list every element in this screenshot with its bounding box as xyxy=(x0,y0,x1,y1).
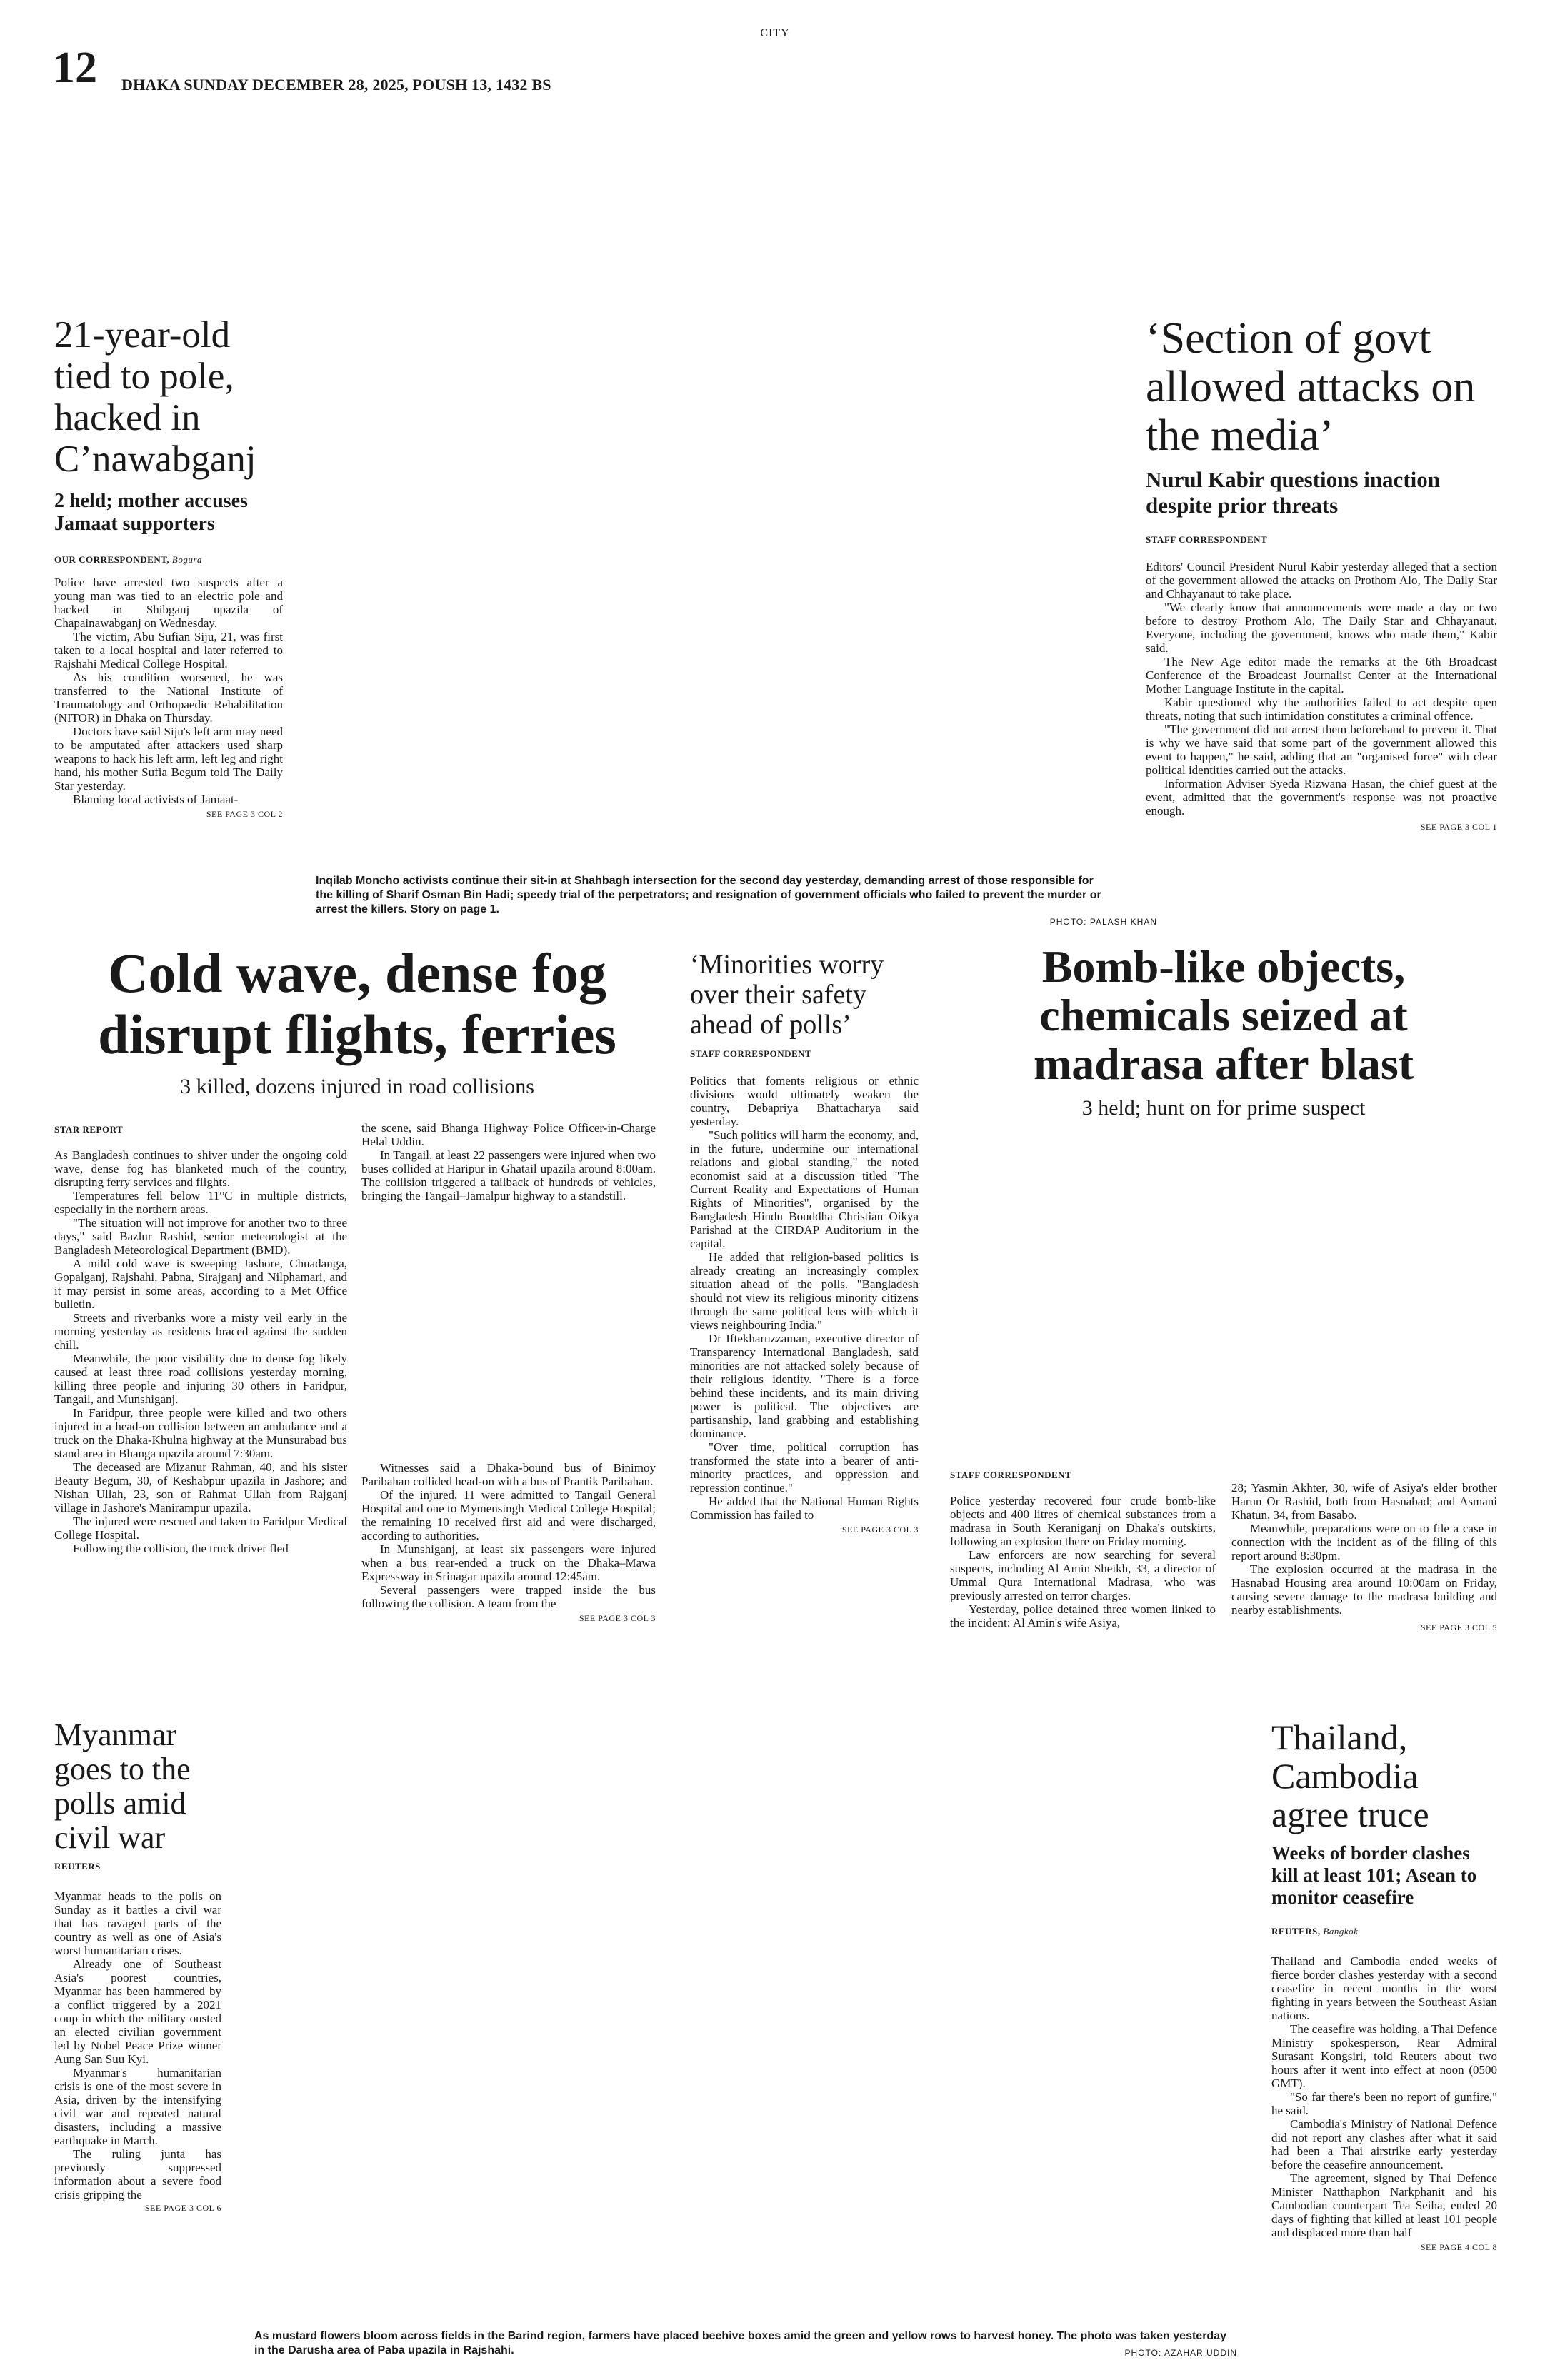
jump-link[interactable]: SEE PAGE 3 COL 5 xyxy=(1420,1622,1497,1632)
article-body-col2-bottom xyxy=(361,1461,656,1625)
story-myanmar xyxy=(54,1718,221,2214)
paragraph: Editors' Council President Nurul Kabir yesterday alleged that a section of the government allowed the attacks on Prothom Alo, The Daily Star and Chhayanaut to take place. xyxy=(1146,560,1497,601)
jump-link[interactable]: SEE PAGE 3 COL 3 xyxy=(579,1613,656,1623)
paragraph: Meanwhile, the poor visibility due to dense fog likely caused at least three road collisions yesterday morning, killing three people and injuring 30 others in Faridpur, Tangail, and Munshiganj. xyxy=(54,1352,347,1406)
paragraph: In Munshiganj, at least six passengers were injured when a bus rear-ended a truck on the Dhaka–Mawa Expressway in Srinagar upazila around 12:45am. xyxy=(361,1542,656,1583)
story-bomb xyxy=(950,943,1497,1121)
article-body xyxy=(1146,560,1497,818)
article-body-col2-top xyxy=(361,1121,656,1202)
article-body-col1 xyxy=(950,1494,1216,1630)
subhead: 3 held; hunt on for prime suspect xyxy=(1081,1096,1366,1120)
paragraph: The agreement, signed by Thai Defence Minister Natthaphon Narkphanit and his Cambodian counterpart Tea Seiha, ended 20 days of fighting that killed at least 101 people and displaced more than half xyxy=(1271,2171,1497,2239)
dateline: DHAKA SUNDAY DECEMBER 28, 2025, POUSH 13, 1432 BS xyxy=(121,76,551,94)
section-label: CITY xyxy=(760,27,790,39)
paragraph: Myanmar's humanitarian crisis is one of the most severe in Asia, driven by the intensifying civil war and repeated natural disasters, including a massive earthquake in March. xyxy=(54,2066,221,2147)
byline xyxy=(1271,1926,1497,1937)
paragraph: Witnesses said a Dhaka-bound bus of Binimoy Paribahan collided head-on with a bus of Prantik Paribahan. xyxy=(361,1461,656,1488)
article-body-col2 xyxy=(1231,1481,1497,1635)
article-body xyxy=(54,1889,221,2201)
paragraph: "The situation will not improve for another two to three days," said Bazlur Rashid, senior meteorologist at the Bangladesh Meteorological Department (BMD). xyxy=(54,1216,347,1257)
story-fog xyxy=(54,943,660,1100)
paragraph: The injured were rescued and taken to Faridpur Medical College Hospital. xyxy=(54,1515,347,1542)
bomb-photo xyxy=(950,1150,1497,1457)
paragraph: In Tangail, at least 22 passengers were injured when two buses collided at Haripur in Ghatail upazila around 8:00am. The collision triggered a tailback of hundreds of vehicles, bringing the Tangail–Jamalpur highway to a standstill. xyxy=(361,1148,656,1202)
article-body-col1 xyxy=(54,1148,347,1555)
headline[interactable]: ‘Section of govt allowed attacks on the media’ xyxy=(1146,314,1476,460)
paragraph: the scene, said Bhanga Highway Police Officer-in-Charge Helal Uddin. xyxy=(361,1121,656,1148)
bottom-photo xyxy=(250,1714,1240,2328)
paragraph: Kabir questioned why the authorities failed to act despite open threats, noting that such intimidation constitutes a criminal offence. xyxy=(1146,696,1497,723)
fog-photo xyxy=(361,1225,656,1454)
paragraph: The ceasefire was holding, a Thai Defence Ministry spokesperson, Rear Admiral Surasant Kongsiri, told Reuters about two hours after it went into effect at noon (0500 GMT). xyxy=(1271,2022,1497,2090)
paragraph: "We clearly know that announcements were made a day or two before to destroy Prothom Alo, The Daily Star and Chhayanaut. Everyone, including the government, knows who made them," Kabir said. xyxy=(1146,601,1497,655)
paragraph: Politics that foments religious or ethnic divisions would ultimately weaken the country, Debapriya Bhattacharya said yesterday. xyxy=(690,1074,919,1128)
paragraph: A mild cold wave is sweeping Jashore, Chuadanga, Gopalganj, Rajshahi, Pabna, Sirajganj and Nilphamari, and it may persist in some areas, according to a Met Office bulletin. xyxy=(54,1257,347,1311)
subhead: 3 killed, dozens injured in road collisions xyxy=(180,1075,534,1098)
subhead: Weeks of border clashes kill at least 101; Asean to monitor ceasefire xyxy=(1271,1842,1477,1908)
paragraph: Myanmar heads to the polls on Sunday as it battles a civil war that has ravaged parts of the country as well as one of Asia's worst humanitarian crises. xyxy=(54,1889,221,1957)
byline-name: OUR CORRESPONDENT, xyxy=(54,554,170,565)
headline[interactable]: Thailand, Cambodia agree truce xyxy=(1271,1717,1429,1834)
byline: STAFF CORRESPONDENT xyxy=(1146,534,1268,545)
paragraph: Law enforcers are now searching for several suspects, including Al Amin Sheikh, 33, a director of Ummal Qura International Madrasa, who was previously arrested on terror charges. xyxy=(950,1548,1216,1602)
paragraph: Following the collision, the truck driver fled xyxy=(73,1542,289,1555)
paragraph: "Such politics will harm the economy, and, in the future, undermine our international relations and global standing," the noted economist said at a discussion titled "The Current Reality and Expectations of Human Rights of Minorities", organised by the Bangladesh Hindu Bouddha Christian Oikya Parishad at the CIRDAP Auditorium in the capital. xyxy=(690,1128,919,1250)
byline: STAR REPORT xyxy=(54,1124,124,1135)
paragraph: Already one of Southeast Asia's poorest countries, Myanmar has been hammered by a conflict triggered by a 2021 coup in which the military ousted an elected civilian government led by Nobel Peace Prize winner Aung San Suu Kyi. xyxy=(54,1957,221,2066)
paragraph: Cambodia's Ministry of National Defence did not report any clashes after what it said had been a Thai airstrike early yesterday before the ceasefire announcement. xyxy=(1271,2117,1497,2171)
headline[interactable]: ‘Minorities worry over their safety ahead of polls’ xyxy=(690,950,884,1040)
headline[interactable]: Cold wave, dense fog disrupt flights, ferries xyxy=(98,942,616,1065)
paragraph: As Bangladesh continues to shiver under the ongoing cold wave, dense fog has blanketed much of the country, disrupting ferry services and flights. xyxy=(54,1148,347,1189)
paragraph: The explosion occurred at the madrasa in the Hasnabad Housing area around 10:00am on Friday, causing severe damage to the madrasa building and nearby establishments. xyxy=(1231,1562,1497,1617)
story-pole xyxy=(54,314,283,820)
page-number: 12 xyxy=(53,44,97,92)
paragraph: Several passengers were trapped inside the bus following the collision. A team from the xyxy=(361,1583,656,1610)
photo-credit: PHOTO: PALASH KHAN xyxy=(1049,917,1157,927)
paragraph: The deceased are Mizanur Rahman, 40, and his sister Beauty Begum, 30, of Keshabpur upazila in Jashore; and Nishan Ullah, 23, son of Rahmat Ullah from Rajganj village in Jashore's Manirampur upazila. xyxy=(54,1460,347,1515)
jump-link[interactable]: SEE PAGE 4 COL 8 xyxy=(1420,2242,1497,2252)
paragraph: Dr Iftekharuzzaman, executive director of Transparency International Bangladesh, said minorities are not attacked solely because of their religious identity. "There is a force behind these incidents, and its main driving power is political. The objectives are partisanship, land grabbing and establishing dominance. xyxy=(690,1332,919,1440)
paragraph: Information Adviser Syeda Rizwana Hasan, the chief guest at the event, admitted that the government's response was not proactive enough. xyxy=(1146,777,1497,818)
paragraph: Police yesterday recovered four crude bomb-like objects and 400 litres of chemical substances from a madrasa in South Keraniganj on Dhaka's outskirts, following an explosion there on Friday morning. xyxy=(950,1494,1216,1548)
paragraph: As his condition worsened, he was transferred to the National Institute of Traumatology and Orthopaedic Rehabilitation (NITOR) in Dhaka on Thursday. xyxy=(54,671,283,725)
paragraph: In Faridpur, three people were killed and two others injured in a head-on collision between an ambulance and a truck on the Dhaka-Khulna highway at the Munsurabad bus stand area in Bhanga upazila around 7:30am. xyxy=(54,1406,347,1460)
paragraph: Doctors have said Siju's left arm may need to be amputated after attackers used sharp weapons to hack his left arm, left leg and right hand, his mother Sufia Begum told The Daily Star yesterday. xyxy=(54,725,283,793)
photo-credit: PHOTO: AZAHAR UDDIN xyxy=(1124,2348,1237,2358)
top-photo xyxy=(314,307,1157,871)
article-body xyxy=(54,576,283,806)
byline-location: Bangkok xyxy=(1323,1926,1359,1937)
byline xyxy=(54,554,283,566)
story-minorities xyxy=(690,950,919,1535)
paragraph: The New Age editor made the remarks at the 6th Broadcast Conference of the Broadcast Journalist Center at the International Mother Language Institute in the capital. xyxy=(1146,655,1497,696)
photo-caption: As mustard flowers bloom across fields in the Barind region, farmers have placed beehive boxes amid the green and yellow rows to harvest honey. The photo was taken yesterday in the Darusha area of Paba upazila in Rajshahi. xyxy=(254,2330,1226,2356)
jump-link[interactable]: SEE PAGE 3 COL 2 xyxy=(206,809,283,819)
paragraph: 28; Yasmin Akhter, 30, wife of Asiya's elder brother Harun Or Rashid, both from Hasnabad; and Asmani Khatun, 34, from Basabo. xyxy=(1231,1481,1497,1522)
paragraph: "Over time, political corruption has transformed the state into a bearer of anti-minority practices, and oppression and repression continue." xyxy=(690,1440,919,1495)
paragraph: Police have arrested two suspects after a young man was tied to an electric pole and hacked in Shibganj upazila of Chapainawabganj on Wednesday. xyxy=(54,576,283,630)
byline: STAFF CORRESPONDENT xyxy=(950,1470,1072,1480)
paragraph: Meanwhile, preparations were on to file a case in connection with the incident as of the filing of this report around 8:30pm. xyxy=(1231,1522,1497,1562)
paragraph: Temperatures fell below 11°C in multiple districts, especially in the northern areas. xyxy=(54,1189,347,1216)
paragraph: Streets and riverbanks wore a misty veil early in the morning yesterday as residents braced against the sudden chill. xyxy=(54,1311,347,1352)
paragraph: The ruling junta has previously suppressed information about a severe food crisis gripping the xyxy=(54,2147,221,2201)
jump-link[interactable]: SEE PAGE 3 COL 3 xyxy=(841,1525,919,1535)
paragraph: "So far there's been no report of gunfire," he said. xyxy=(1271,2090,1497,2117)
photo-caption: Inqilab Moncho activists continue their sit-in at Shahbagh intersection for the second day yesterday, demanding arrest of those responsible for the killing of Sharif Osman Bin Hadi; speedy trial of the perpetrators; and resignation of government officials who failed to prevent the murder or arrest the killers. Story on page 1. xyxy=(316,875,1101,915)
paragraph: Blaming local activists of Jamaat- xyxy=(73,793,239,806)
byline-location: Bogura xyxy=(171,554,202,565)
paragraph: He added that religion-based politics is already creating an increasingly complex situation ahead of the polls. "Bangladesh should not view its religious minority citizens through the same political lens with which it views neighbouring India." xyxy=(690,1250,919,1332)
paragraph: Of the injured, 11 were admitted to Tangail General Hospital and one to Mymensingh Medical College Hospital; the remaining 10 received first aid and were discharged, according to authorities. xyxy=(361,1488,656,1542)
story-media xyxy=(1146,314,1497,833)
headline[interactable]: Myanmar goes to the polls amid civil war xyxy=(54,1717,191,1855)
paragraph: "The government did not arrest them beforehand to prevent it. That is why we have said that some part of the government allowed this event to happen," he said, adding that an "organised force" with clear political identities carried out the attacks. xyxy=(1146,723,1497,777)
byline: STAFF CORRESPONDENT xyxy=(690,1048,812,1059)
jump-link[interactable]: SEE PAGE 3 COL 1 xyxy=(1420,822,1497,832)
byline-name: REUTERS, xyxy=(1271,1926,1321,1937)
jump-link[interactable]: SEE PAGE 3 COL 6 xyxy=(144,2203,221,2213)
paragraph: The victim, Abu Sufian Siju, 21, was first taken to a local hospital and later referred to Rajshahi Medical College Hospital. xyxy=(54,630,283,671)
article-body xyxy=(1271,1954,1497,2239)
subhead: Nurul Kabir questions inaction despite prior threats xyxy=(1146,467,1440,518)
paragraph: Thailand and Cambodia ended weeks of fierce border clashes yesterday with a second ceasefire in recent months in the worst fighting in years between the Southeast Asian nations. xyxy=(1271,1954,1497,2022)
article-body xyxy=(690,1074,919,1522)
subhead: 2 held; mother accuses Jamaat supporters xyxy=(54,490,248,535)
headline[interactable]: Bomb-like objects, chemicals seized at madrasa after blast xyxy=(1033,941,1414,1089)
headline[interactable]: 21-year-old tied to pole, hacked in C’nawabganj xyxy=(54,314,256,480)
paragraph: He added that the National Human Rights Commission has failed to xyxy=(690,1495,919,1522)
byline: REUTERS xyxy=(54,1861,101,1872)
paragraph: Yesterday, police detained three women linked to the incident: Al Amin's wife Asiya, xyxy=(950,1602,1216,1630)
story-thailand xyxy=(1271,1718,1497,2253)
